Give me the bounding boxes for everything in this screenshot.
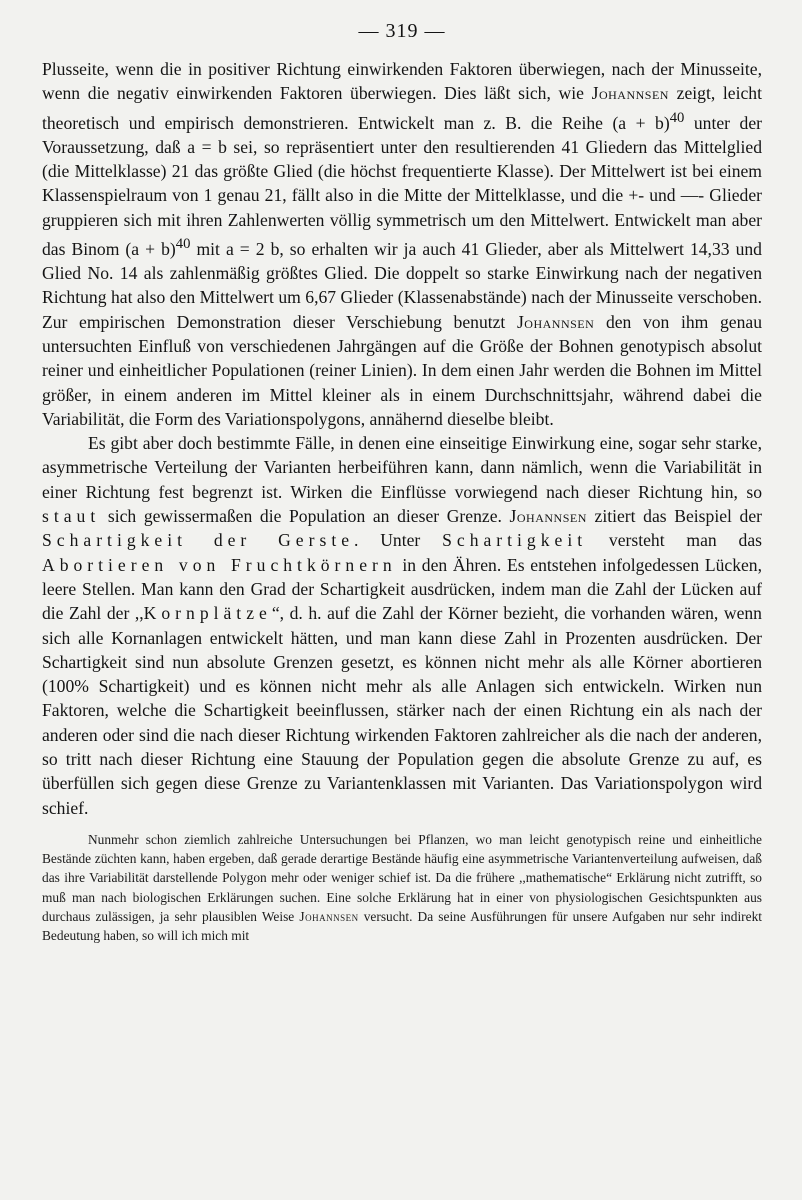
emphasis-kornplaetze: Kornplätze (143, 603, 272, 624)
author-name: Johannsen (509, 506, 587, 527)
emphasis-schartigkeit-gerste: Schartigkeit der Gerste (42, 530, 355, 551)
paragraph-2: Es gibt aber doch bestimmte Fälle, in denen eine einseitige Einwirkung eine, sogar sehr starke, asymmetrische Verteilung der Varianten herbeiführen kann, dann nämlich, wenn die Variabilität in einer Richtung fest begrenzt ist. Wirken die Einflüsse vorwiegend nach dieser Richtung hin, so staut sich gewissermaßen die Population an dieser Grenze. Johannsen zitiert das Beispiel der Schartigkeit der Gerste. Unter Schartigkeit versteht man das Abortieren von Fruchtkörnern in den Ähren. Es entstehen infolgedessen Lücken, leere Stellen. Man kann den Grad der Schartigkeit ausdrücken, indem man die Zahl der Lücken auf die Zahl der ,,Kornplätze“, d. h. auf die Zahl der Körner bezieht, die vorhanden wären, wenn sich alle Kornanlagen entwickelt hätten, und man kann diese Zahl in Prozenten ausdrücken. Der Schartigkeit sind nun absolute Grenzen gesetzt, es können nicht mehr als alle Körner abortieren (100% Schartigkeit) und es können nicht mehr als alle Anlagen sich entwickeln. Wirken nun Faktoren, welche die Schartigkeit beeinflussen, stärker nach der einen Richtung ein als nach der anderen oder sind die nach dieser Richtung wirkenden Faktoren zahlreicher als die nach der anderen, so tritt nach dieser Richtung eine Stauung der Population gegen die absolute Grenze zu auf, es überfüllen sich gegen diese Grenze zu Variantenklassen mit Varianten. Das Variationspolygon wird schief. (42, 433, 763, 818)
author-name: Johannsen (516, 311, 595, 332)
emphasis-schartigkeit: Schartigkeit (442, 530, 588, 551)
author-name: Johannsen (591, 83, 669, 104)
emphasis-abortieren: Abortieren von Fruchtkörnern (42, 554, 397, 575)
author-name: Johannsen (299, 908, 359, 924)
page-number: — 319 — (358, 20, 446, 42)
exponent: 40 (669, 109, 685, 126)
emphasis-staut: staut (42, 506, 101, 527)
small-print-paragraph: Nunmehr schon ziemlich zahlreiche Untersuchungen bei Pflanzen, wo man leicht genotypisch reine und einheitliche Bestände züchten kann, haben ergeben, daß gerade derartige Bestände häufig eine asymmetrische Variantenverteilung aufweisen, daß das ihre Variabilität darstellende Polygon mehr oder weniger schief ist. Da die frühere ,,mathematische“ Erklärung nicht zutrifft, so muß man nach biologischen Erklärungen suchen. Eine solche Erklärung hat in einer von physiologischen Gesichtspunkten aus durchaus zulässigen, ja sehr plausiblen Weise Johannsen versucht. Da seine Ausführungen für unsere Aufgaben nur sehr indirekt Bedeutung haben, so will ich mich mit (42, 831, 762, 943)
exponent: 40 (175, 235, 191, 252)
paragraph-1: Plusseite, wenn die in positiver Richtung einwirkenden Faktoren überwiegen, nach der Minusseite, wenn die negativ einwirkenden Faktoren überwiegen. Dies läßt sich, wie Johannsen zeigt, leicht theoretisch und empirisch demonstrieren. Entwickelt man z. B. die Reihe $(a + b)^{40}$ unter der Voraussetzung, daß a = b sei, so repräsentiert unter den resultierenden 41 Gliedern das Mittelglied (die Mittelklasse) 21 das größte Glied (die höchst frequentierte Klasse). Der Mittelwert ist bei einem Klassenspielraum von 1 genau 21, fällt also in die Mitte der Mittelklasse, und die +- und —- Glieder gruppieren sich mit ihren Zahlenwerten völlig symmetrisch um den Mittelwert. Entwickelt man aber das Binom $(a + b)^{40}$ mit a = 2 b, so erhalten wir ja auch 41 Glieder, aber als Mittelwert 14,33 und Glied No. 14 als zahlenmäßig größtes Glied. Die doppelt so starke Einwirkung nach der negativen Richtung hat also den Mittelwert um 6,67 Glieder (Klassenabstände) nach der Minusseite verschoben. Zur empirischen Demonstration dieser Verschiebung benutzt Johannsen den von ihm genau untersuchten Einfluß von verschiedenen Jahrgängen auf die Größe der Bohnen genotypisch absolut reiner und einheitlicher Populationen (reiner Linien). In dem einen Jahr werden die Bohnen im Mittel größer, in einem anderen im Mittel kleiner als in einem Durchschnittsjahr, während dabei die Variabilität, die Form des Variationspolygons, annähernd dieselbe bleibt. (42, 59, 762, 429)
